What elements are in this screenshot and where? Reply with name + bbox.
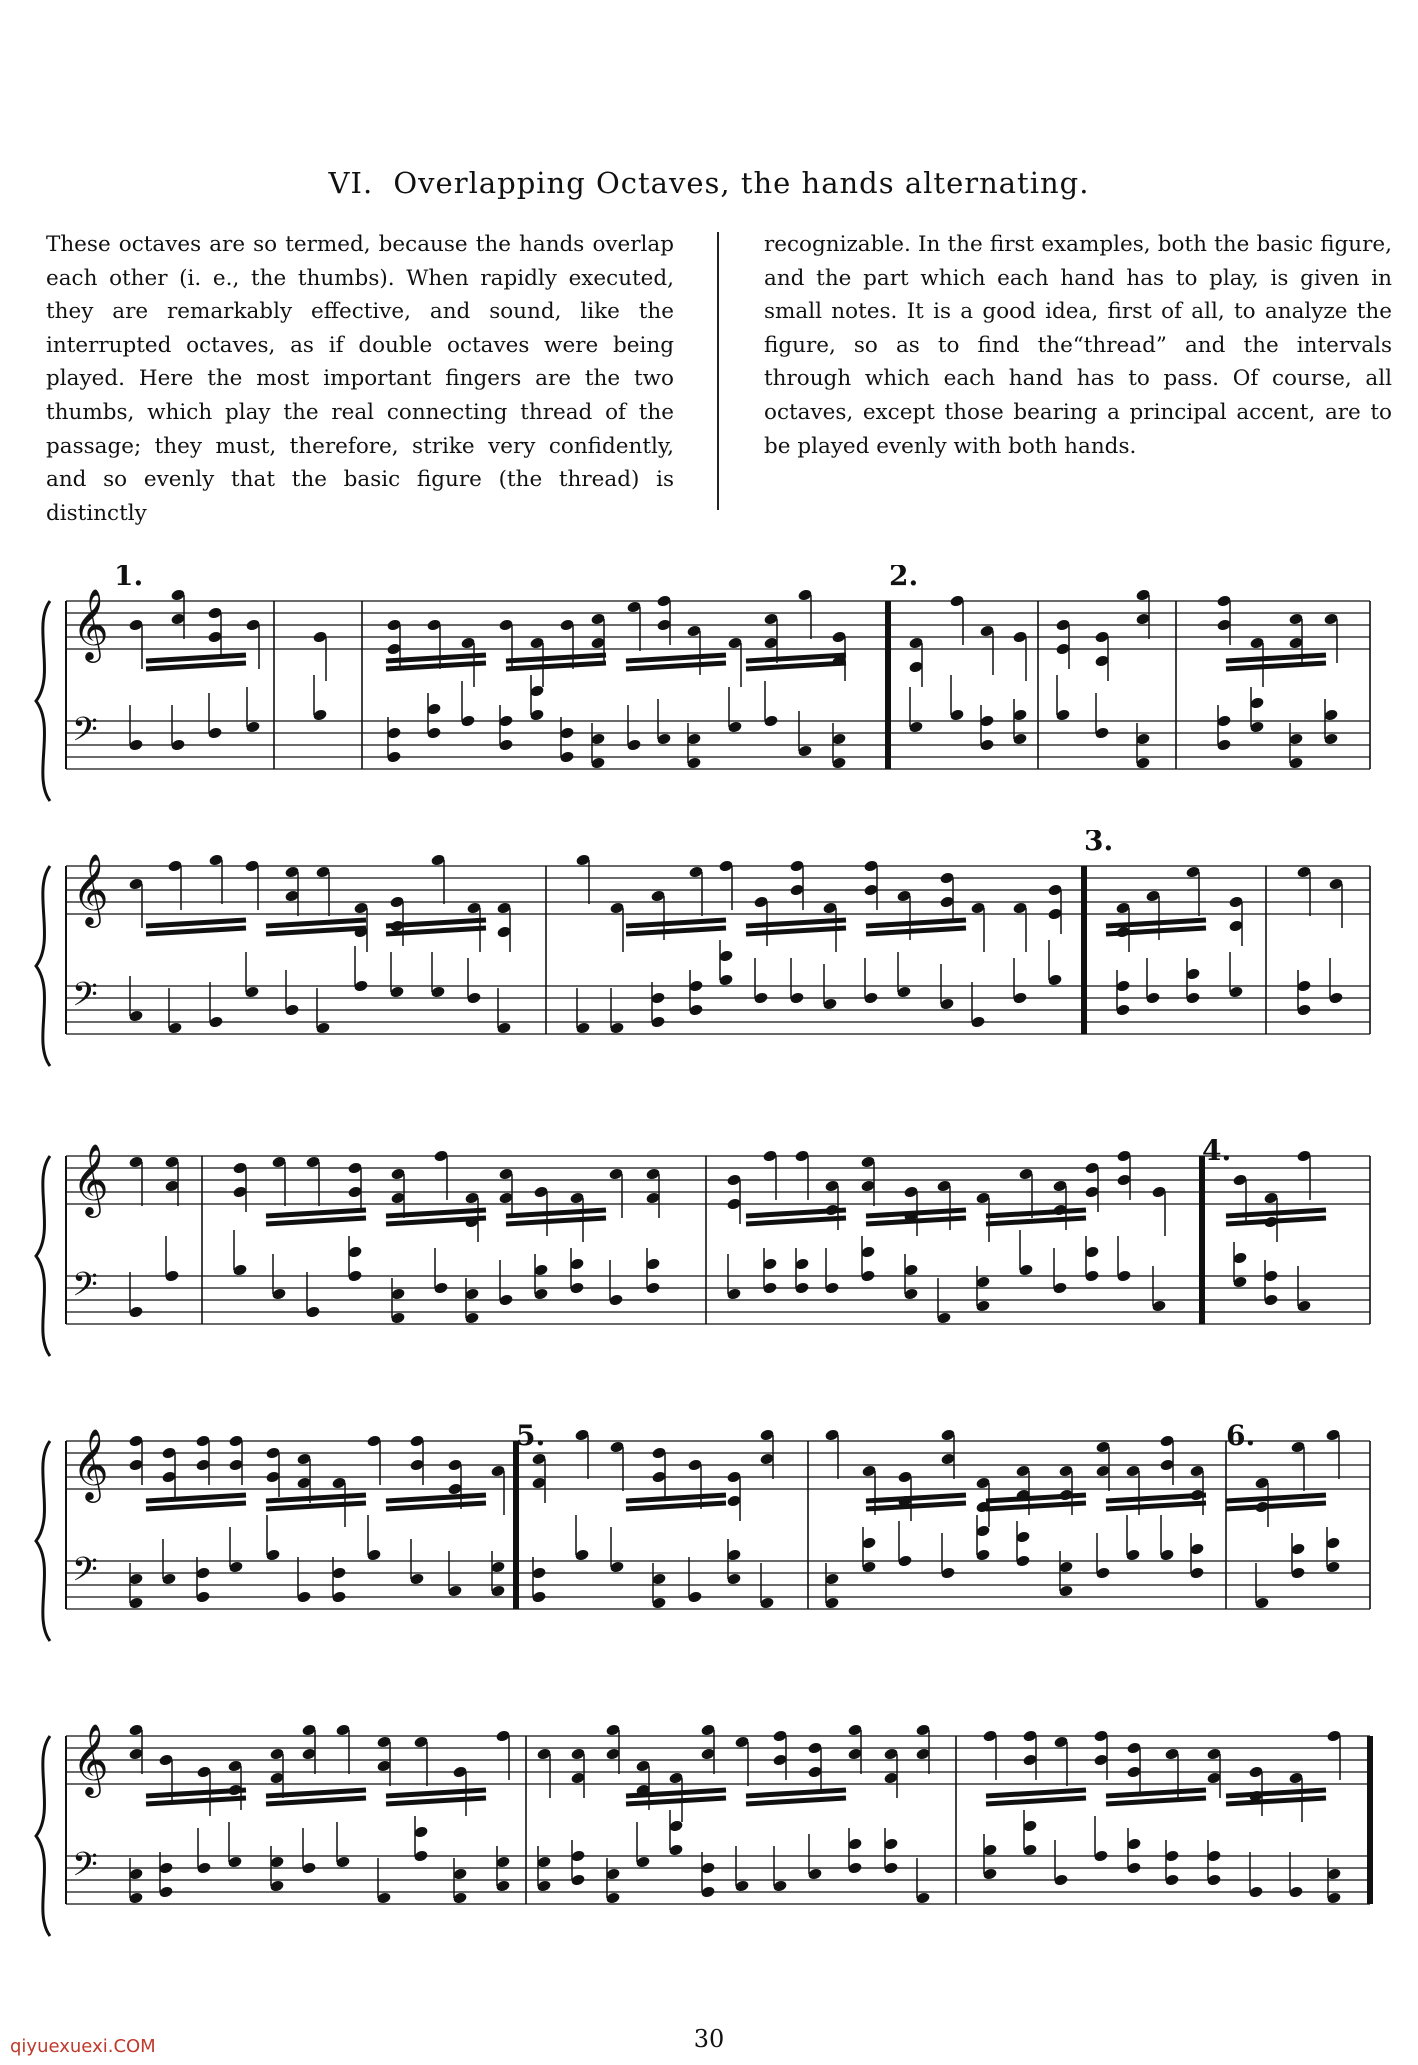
beam <box>506 663 606 669</box>
beam <box>1106 920 1206 926</box>
beam <box>626 1495 726 1501</box>
section-heading: Overlapping Octaves, the hands alternating. <box>393 166 1090 200</box>
beam <box>746 1210 846 1216</box>
exercise-number-4: 4. <box>1202 1134 1232 1167</box>
beam <box>746 928 846 934</box>
beam <box>266 1790 366 1796</box>
beam <box>626 1798 726 1804</box>
beam <box>986 1218 1086 1224</box>
exercise-number-6: 6. <box>1226 1419 1256 1452</box>
beam <box>146 1503 246 1509</box>
beam <box>506 1218 606 1224</box>
beam <box>386 1790 486 1796</box>
beam <box>746 1790 846 1796</box>
beam <box>746 920 846 926</box>
beam <box>1226 1210 1326 1216</box>
treble-clef: 𝄞 <box>72 1722 109 1795</box>
beam <box>866 1218 966 1224</box>
beam <box>986 1503 1086 1509</box>
beam <box>386 1503 486 1509</box>
beam <box>1106 1790 1206 1796</box>
beam <box>746 655 846 661</box>
beam <box>866 1495 966 1501</box>
music-staff-1 <box>26 565 1396 805</box>
music-staff-3 <box>26 1120 1396 1360</box>
music-staff-4 <box>26 1405 1396 1645</box>
beam <box>266 1495 366 1501</box>
beam <box>866 928 966 934</box>
watermark: qiyuexuexi.COM <box>10 2036 156 2057</box>
brace <box>36 1156 50 1356</box>
section-title <box>0 166 1418 200</box>
beam <box>626 928 726 934</box>
music-system-3 <box>26 1120 1396 1360</box>
beam <box>506 655 606 661</box>
intro-text-left: These octaves are so termed, because the hands overlap each other (i. e., the thumbs). When rapidly executed, they are remarkably effective, and sound, like the interrupted octaves, as if double octaves were being played. Here the most important fingers are the two thumbs, which play the real connecting thread of the passage; they must, therefore, strike very confidently, and so evenly that the basic figure (the thread) is distinctly <box>46 232 674 526</box>
beam <box>1226 1503 1326 1509</box>
beam <box>1106 1798 1206 1804</box>
bass-clef: 𝄢 <box>72 1551 98 1597</box>
brace <box>36 601 50 801</box>
brace <box>36 1736 50 1936</box>
beam <box>266 1218 366 1224</box>
beam <box>506 1210 606 1216</box>
beam <box>386 655 486 661</box>
bass-clef: 𝄢 <box>72 711 98 757</box>
beam <box>866 1503 966 1509</box>
beam <box>386 1495 486 1501</box>
beam <box>1226 1790 1326 1796</box>
beam <box>986 1790 1086 1796</box>
section-number: VI. <box>328 166 374 200</box>
beam <box>386 1798 486 1804</box>
beam <box>146 1495 246 1501</box>
brace <box>36 1441 50 1641</box>
music-staff-2 <box>26 830 1396 1070</box>
beam <box>986 1210 1086 1216</box>
music-system-5 <box>26 1700 1396 1940</box>
beam <box>386 920 486 926</box>
beam <box>1226 1798 1326 1804</box>
beam <box>746 1798 846 1804</box>
bass-clef: 𝄢 <box>72 1846 98 1892</box>
treble-clef: 𝄞 <box>72 1427 109 1500</box>
beam <box>146 928 246 934</box>
bass-clef: 𝄢 <box>72 976 98 1022</box>
beam <box>266 920 366 926</box>
beam <box>266 1798 366 1804</box>
beam <box>146 1798 246 1804</box>
exercise-number-5: 5. <box>516 1419 546 1452</box>
music-system-2 <box>26 830 1396 1070</box>
music-staff-5 <box>26 1700 1396 1940</box>
beam <box>1106 1495 1206 1501</box>
beam <box>1226 1495 1326 1501</box>
beam <box>866 920 966 926</box>
beam <box>626 1503 726 1509</box>
exercise-number-3: 3. <box>1084 830 1114 857</box>
beam <box>626 920 726 926</box>
beam <box>746 1218 846 1224</box>
music-system-1 <box>26 565 1396 805</box>
page-number: 30 <box>693 2025 725 2053</box>
beam <box>386 1210 486 1216</box>
beam <box>146 920 246 926</box>
beam <box>1226 655 1326 661</box>
beam <box>1226 663 1326 669</box>
beam <box>986 1798 1086 1804</box>
exercise-number-1: 1. <box>114 565 144 592</box>
beam <box>386 663 486 669</box>
beam <box>746 663 846 669</box>
beam <box>626 655 726 661</box>
treble-clef: 𝄞 <box>72 587 109 660</box>
exercise-number-2: 2. <box>889 565 919 592</box>
beam <box>1226 1218 1326 1224</box>
beam <box>266 1210 366 1216</box>
beam <box>986 1495 1086 1501</box>
brace <box>36 866 50 1066</box>
beam <box>146 663 246 669</box>
beam <box>1106 1503 1206 1509</box>
bass-clef: 𝄢 <box>72 1266 98 1312</box>
beam <box>146 655 246 661</box>
beam <box>266 928 366 934</box>
treble-clef: 𝄞 <box>72 852 109 925</box>
beam <box>626 663 726 669</box>
beam <box>266 1503 366 1509</box>
beam <box>146 1790 246 1796</box>
treble-clef: 𝄞 <box>72 1142 109 1215</box>
column-divider <box>717 232 719 510</box>
music-system-4 <box>26 1405 1396 1645</box>
beam <box>866 1210 966 1216</box>
intro-text-right: recognizable. In the first examples, both the basic figure, and the part which each hand has to play, is given in small notes. It is a good idea, first of all, to analyze the figure, so as to find the“thread” and the intervals through which each hand has to pass. Of course, all octaves, except those bearing a principal accent, are to be played evenly with both hands. <box>764 232 1392 459</box>
